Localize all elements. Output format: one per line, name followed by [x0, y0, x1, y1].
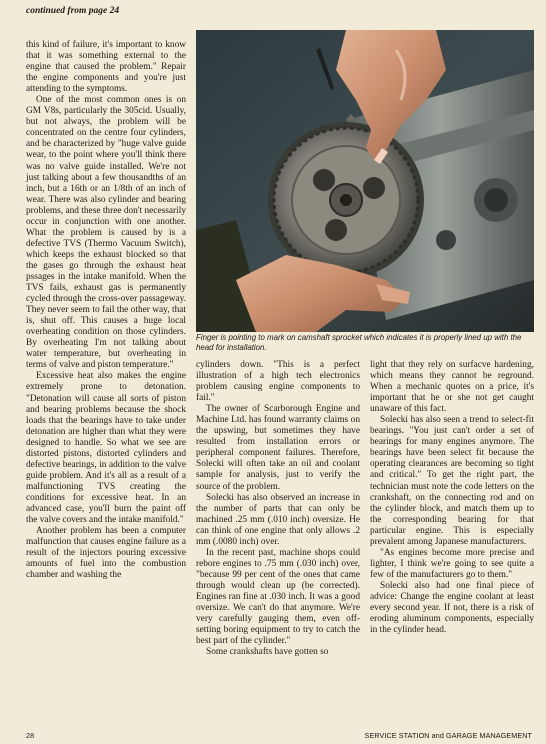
- paragraph: "As engines become more precise and lighter, I think we're going to see quite a few of the manufacturers go to them.": [370, 547, 534, 580]
- article-column-1: [26, 40, 186, 730]
- paragraph: this kind of failure, it's important to know that it was something external to the engine that caused the problem." Repair the engine components and you're just attending to the symptoms.: [26, 40, 186, 95]
- page-number: 28: [26, 731, 35, 740]
- paragraph: Some crankshafts have gotten so: [206, 647, 329, 658]
- publication-name: SERVICE STATION and GARAGE MANAGEMENT: [364, 731, 532, 740]
- camshaft-sprocket-photo-illustration: [196, 30, 534, 332]
- photo-caption: Finger is pointing to mark on camshaft sprocket which indicates it is properly lined up with the head for installation.: [196, 333, 522, 352]
- article-column-3: [370, 360, 534, 730]
- paragraph: light that they rely on surfacve hardening, which means they cannot be reground. When a mechanic quotes on a price, it's important that he or she not get caught unaware of this fact.: [370, 360, 534, 415]
- paragraph: Another problem has been a computer malfunction that causes engine failure as a result of the injectors pouring excessive amounts of fuel into the combustion chamber and washing the: [26, 526, 186, 581]
- paragraph: cylinders down. "This is a perfect illustration of a high tech electronics problem causing engine components to fail.": [196, 360, 360, 404]
- paragraph: In the recent past, machine shops could rebore engines to .75 mm (.030 inch) over, "because 99 per cent of the ones that came through would clean up (be corrected). Engines ran fine at .030 inch. It was a good oversize. We can't do that anymore. We're very carefully gauging them, even off-setting boring equipment to try to catch the best part of the cylinder.": [196, 547, 360, 647]
- continued-from-label: continued from page 24: [26, 6, 120, 16]
- article-column-2: [196, 360, 360, 730]
- paragraph: Solecki has also seen a trend to select-fit bearings. "You just can't order a set of bearings for many engines anymore. The bearings have been select fit because the operating clearances are becoming so tight and critical." To get the right part, the technician must note the code letters on the crankshaft, on the connecting rod and on the cylinder block, and match them up to the corresponding bearing for that particular engine. This is especially prevalent among Japanese manufacturers.: [370, 415, 534, 547]
- paragraph: Solecki also had one final piece of advice: Change the engine coolant at least every second year. If not, there is a risk of eroding aluminum components, especially in the cylinder head.: [370, 580, 534, 636]
- paragraph: Excessive heat also makes the engine extremely prone to detonation. "Detonation will cause all sorts of piston and bearing problems because the shock loads that the bearings have to take under detonation are higher than what they were designed to handle. So what we see are distorted pistons, distorted cylinders and defective bearings, in addition to the valve guide problem. And it's all as a result of a malfunctioning TVS creating the conditions for excessive heat. In an advanced case, you'll burn the paint off the valve covers and the intake manifold.": [26, 371, 186, 526]
- paragraph: Solecki has also observed an increase in the number of parts that can only be machined .25 mm (.010 inch) oversize. He can think of one engine that only allows .2 mm (.0080 inch) over.: [196, 492, 360, 547]
- paragraph: The owner of Scarborough Engine and Machine Ltd. has found warranty claims on the upswing, but sometimes they have resulted from installation errors or peripheral component failures. Therefore, Solecki will often take an oil and coolant sample for analysis, just to verify the source of the problem.: [196, 404, 360, 492]
- paragraph: One of the most common ones is on GM V8s, particularly the 305cid. Usually, but not always, the problem will be concentrated on the centre four cylinders, and be characterized by "huge valve guide wear, to the point where you'll think there was no valve guide installed. We're not just talking about a few thousandths of an inch, but a 16th or an 1/8th of an inch of wear. There was also cylinder and bearing problems, and these three don't necessarily occur in conjunction with one another. What the problem is caused by is a defective TVS (Thermo Vacuum Switch), which keeps the exhaust blocked so that the gases go through the exhaust heat pssages in the intake manifold. When the TVS fails, exhaust gas is permanently cycled through the cross-over passageway. They never seem to fail the other way, that is, shut off. This causes a huge local overheating condition on those cylinders. By overheating I'm not talking about water temperature, but overheating in terms of valve and piston temperature.": [26, 95, 186, 371]
- engine-photo: [196, 30, 534, 332]
